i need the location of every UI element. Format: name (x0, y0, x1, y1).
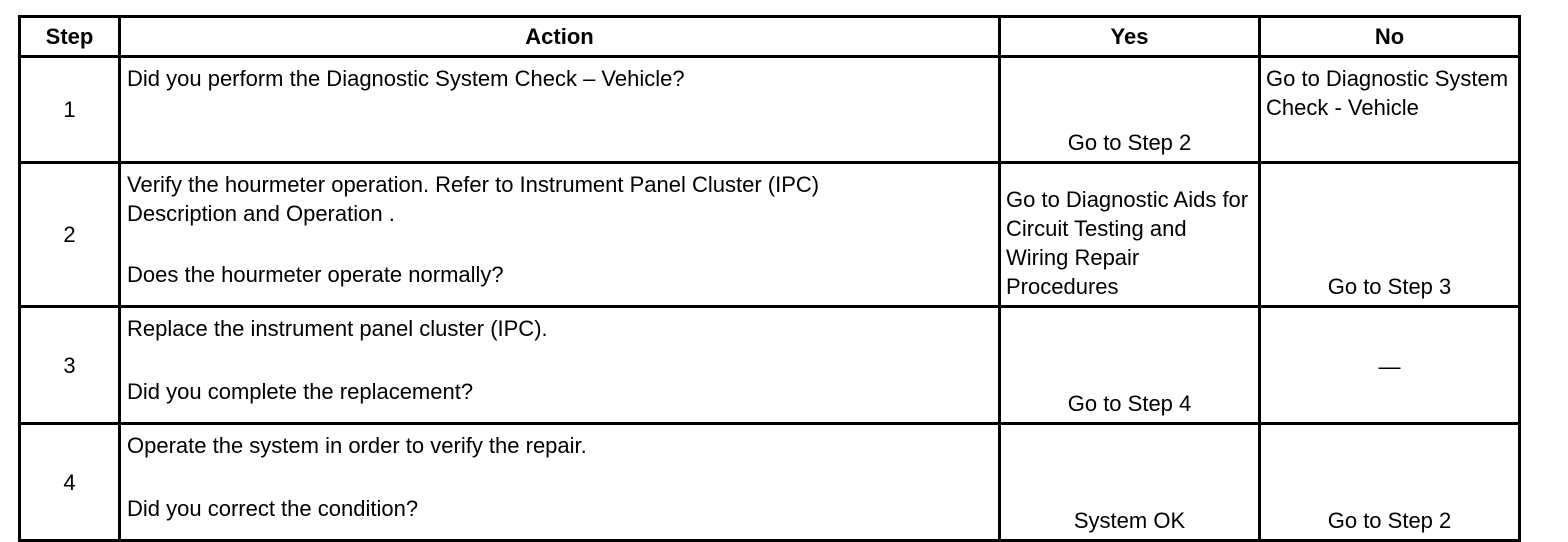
action-cell (120, 163, 1000, 307)
action-text: Did you perform the Diagnostic System Check – Vehicle? (127, 66, 685, 91)
yes-result: Go to Step 2 (1000, 57, 1260, 163)
diagnostic-table (18, 15, 1521, 542)
action-cell (120, 307, 1000, 424)
table-row (20, 57, 1520, 163)
action-text: Replace the instrument panel cluster (IPC). (127, 316, 548, 341)
table-row (20, 163, 1520, 307)
action-question: Did you correct the condition? (127, 496, 419, 521)
no-result: Go to Step 3 (1260, 163, 1520, 307)
no-result: Go to Diagnostic System Check - Vehicle (1260, 57, 1520, 163)
action-question: Does the hourmeter operate normally? (127, 262, 504, 287)
yes-result: System OK (1000, 424, 1260, 541)
step-number: 1 (20, 57, 120, 163)
action-cell (120, 57, 1000, 163)
step-number: 4 (20, 424, 120, 541)
no-result: Go to Step 2 (1260, 424, 1520, 541)
action-cell (120, 424, 1000, 541)
action-question: Did you complete the replacement? (127, 379, 474, 404)
action-text: Operate the system in order to verify the repair. (127, 433, 587, 458)
step-number: 3 (20, 307, 120, 424)
table-row (20, 424, 1520, 541)
header-step: Step (20, 17, 120, 57)
no-result: — (1260, 307, 1520, 424)
action-text: Verify the hourmeter operation. Refer to Instrument Panel Cluster (IPC) Description and Operation . (127, 172, 820, 226)
header-yes: Yes (1000, 17, 1260, 57)
yes-result: Go to Diagnostic Aids for Circuit Testing and Wiring Repair Procedures (1000, 163, 1260, 307)
header-action: Action (120, 17, 1000, 57)
header-row (20, 17, 1520, 57)
step-number: 2 (20, 163, 120, 307)
table-row (20, 307, 1520, 424)
header-no: No (1260, 17, 1520, 57)
yes-result: Go to Step 4 (1000, 307, 1260, 424)
